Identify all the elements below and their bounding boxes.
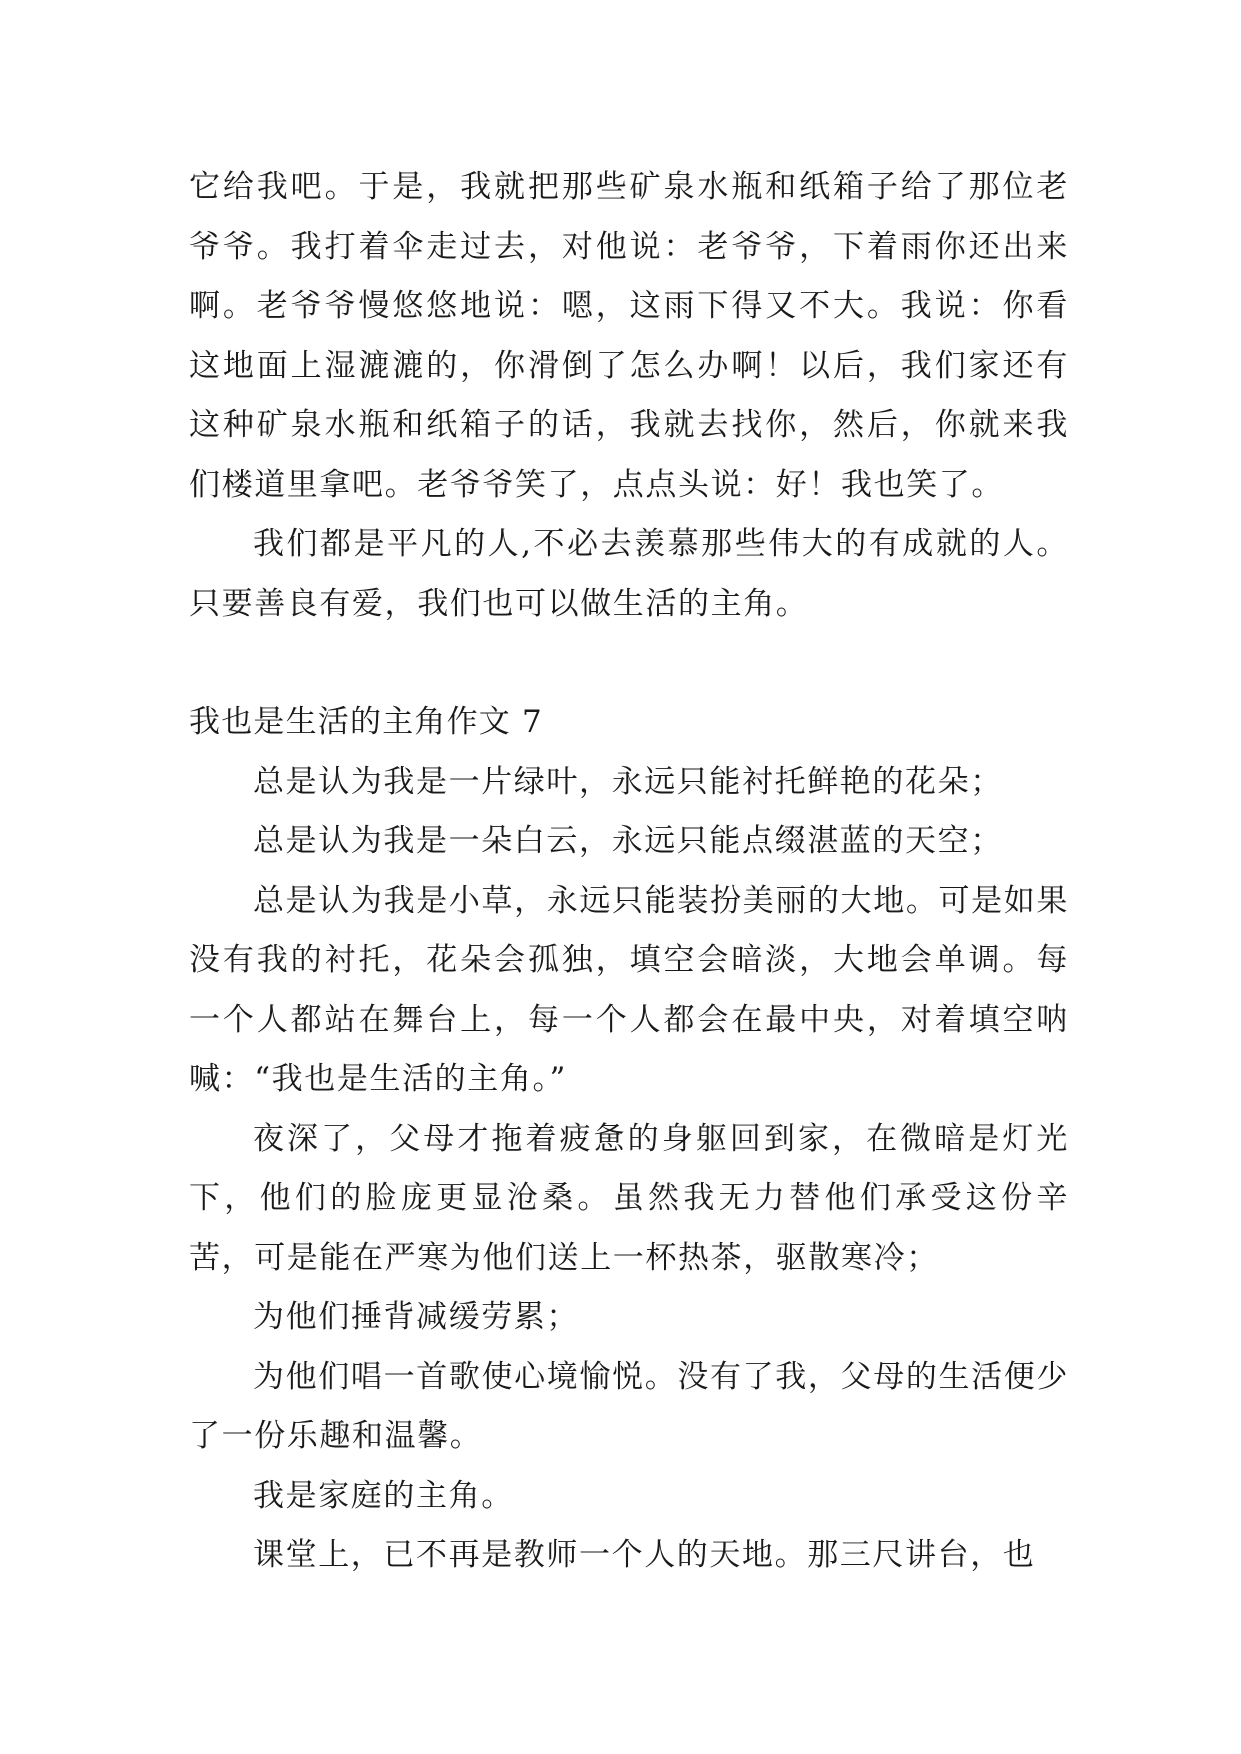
section-title: 我也是生活的主角作文 7 [189, 704, 543, 740]
paragraph-8: 为他们唱一首歌使心境愉悦。没有了我，父母的生活便少了一份乐趣和温馨。 [189, 1358, 1069, 1454]
paragraph-1: 它给我吧。于是，我就把那些矿泉水瓶和纸箱子给了那位老爷爷。我打着伞走过去，对他说：老爷爷，下着雨你还出来啊。老爷爷慢悠悠地说：嗯，这雨下得又不大。我说：你看这地面上湿漉漉的，你滑倒了怎么办啊！以后，我们家还有这种矿泉水瓶和纸箱子的话，我就去找你，然后，你就来我们楼道里拿吧。老爷爷笑了，点点头说：好！我也笑了。 [189, 169, 1069, 503]
paragraph-5: 总是认为我是小草，永远只能装扮美丽的大地。可是如果没有我的衬托，花朵会孤独，填空会暗淡，大地会单调。每一个人都站在舞台上，每一个人都会在最中央，对着填空呐喊：“我也是生活的主角。” [189, 882, 1069, 1097]
document-body [189, 158, 1069, 1586]
paragraph-10: 课堂上，已不再是教师一个人的天地。那三尺讲台，也 [253, 1537, 1036, 1573]
paragraph-3: 总是认为我是一片绿叶，永远只能衬托鲜艳的花朵； [253, 763, 1003, 800]
paragraph-7: 为他们捶背减缓劳累； [253, 1299, 579, 1335]
paragraph-2: 我们都是平凡的人,不必去羡慕那些伟大的有成就的人。只要善良有爱，我们也可以做生活的主角。 [189, 526, 1069, 622]
paragraph-9: 我是家庭的主角。 [253, 1477, 514, 1514]
paragraph-6: 夜深了，父母才拖着疲惫的身躯回到家，在微暗是灯光下，他们的脸庞更显沧桑。虽然我无力替他们承受这份辛苦，可是能在严寒为他们送上一杯热茶，驱散寒冷； [189, 1120, 1069, 1276]
paragraph-4: 总是认为我是一朵白云，永远只能点缀湛蓝的天空； [253, 823, 1003, 859]
